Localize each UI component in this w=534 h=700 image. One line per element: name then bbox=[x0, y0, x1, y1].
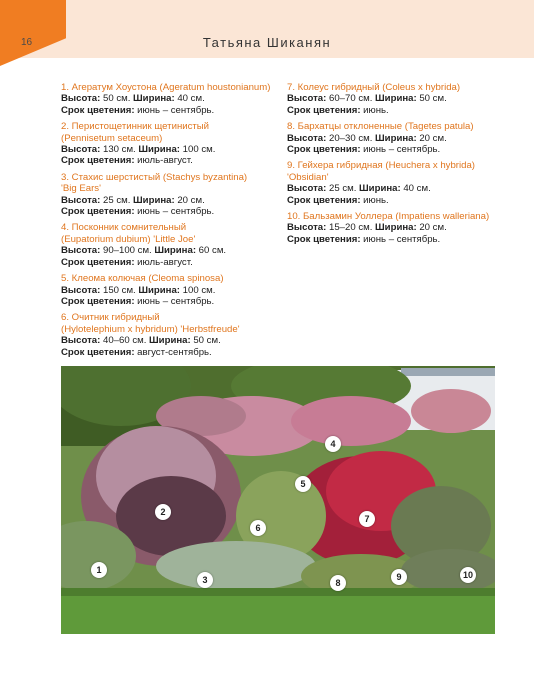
spec-value: 25 см. bbox=[326, 183, 360, 195]
spec-value: 20 см. bbox=[416, 222, 447, 234]
plant-spec-line bbox=[287, 195, 509, 206]
spec-value: июнь – сентябрь. bbox=[360, 233, 441, 245]
plant-title: 8. Бархатцы отклоненные (Tagetes patula) bbox=[287, 121, 474, 133]
spec-value: 100 см. bbox=[180, 284, 216, 296]
spec-label: Срок цветения: bbox=[61, 206, 135, 218]
spec-value: 40–60 см. bbox=[100, 335, 150, 347]
spec-label: Ширина: bbox=[375, 93, 417, 105]
plant-spec-line bbox=[61, 285, 283, 296]
plant-title: 6. Очитник гибридный (Hylotelephium x hybridum) 'Herbstfreude' bbox=[61, 312, 240, 335]
plant-entry bbox=[287, 211, 509, 245]
author-name: Татьяна Шиканян bbox=[202, 35, 332, 50]
spec-label: Срок цветения: bbox=[61, 256, 135, 268]
photo-marker-3: 3 bbox=[197, 572, 213, 588]
plant-entry bbox=[61, 82, 283, 116]
plant-spec-line bbox=[61, 347, 283, 358]
plant-title: 3. Стахис шерстистый (Stachys byzantina) 'Big Ears' bbox=[61, 171, 248, 195]
spec-label: Ширина: bbox=[133, 194, 175, 206]
spec-value: 90–100 см. bbox=[100, 245, 155, 257]
photo-marker-4: 4 bbox=[325, 436, 341, 452]
spec-label: Срок цветения: bbox=[61, 295, 135, 307]
spec-label: Срок цветения: bbox=[61, 104, 135, 116]
plant-entry bbox=[287, 160, 509, 206]
spec-label: Ширина: bbox=[138, 144, 180, 156]
spec-value: 50 см. bbox=[416, 93, 447, 105]
spec-value: июнь. bbox=[360, 104, 389, 116]
spec-value: 60–70 см. bbox=[326, 93, 376, 105]
plant-spec-line bbox=[61, 93, 283, 104]
page-number: 16 bbox=[21, 37, 33, 48]
plant-spec-line bbox=[287, 133, 509, 144]
plant-spec-line bbox=[61, 296, 283, 307]
photo-marker-2: 2 bbox=[155, 504, 171, 520]
photo-marker-1: 1 bbox=[91, 562, 107, 578]
spec-label: Ширина: bbox=[138, 284, 180, 296]
spec-value: 20 см. bbox=[174, 194, 205, 206]
plant-spec-line bbox=[287, 222, 509, 233]
photo-marker-7: 7 bbox=[359, 511, 375, 527]
plant-spec-line bbox=[61, 206, 283, 217]
spec-label: Срок цветения: bbox=[61, 155, 135, 167]
spec-label: Высота: bbox=[61, 144, 101, 156]
spec-label: Ширина: bbox=[375, 222, 417, 234]
plant-spec-line bbox=[287, 144, 509, 155]
spec-value: июнь – сентябрь. bbox=[134, 295, 215, 307]
spec-label: Ширина: bbox=[154, 245, 197, 257]
spec-value: 50 см. bbox=[100, 93, 134, 105]
spec-label: Ширина: bbox=[149, 335, 191, 347]
spec-label: Высота: bbox=[287, 132, 327, 144]
photo-marker-8: 8 bbox=[330, 575, 346, 591]
spec-label: Высота: bbox=[287, 183, 327, 195]
spec-label: Ширина: bbox=[359, 183, 401, 195]
plant-entry bbox=[61, 172, 283, 218]
plant-entry bbox=[61, 121, 283, 167]
spec-value: 40 см. bbox=[400, 183, 431, 195]
plant-spec-line bbox=[287, 105, 509, 116]
spec-value: 20 см. bbox=[416, 132, 447, 144]
garden-illustration bbox=[61, 366, 495, 634]
spec-value: июль-август. bbox=[134, 256, 193, 268]
spec-label: Высота: bbox=[61, 93, 101, 105]
plant-title: 4. Посконник сомнительный (Eupatorium dubium) 'Little Joe' bbox=[61, 222, 196, 245]
spec-label: Высота: bbox=[61, 194, 101, 206]
plant-spec-line bbox=[287, 183, 509, 194]
plant-title: 1. Агератум Хоустона (Ageratum houstonianum) bbox=[61, 82, 271, 93]
plant-title: 5. Клеома колючая (Cleoma spinosa) bbox=[61, 273, 224, 285]
spec-label: Ширина: bbox=[133, 93, 175, 105]
plant-spec-line bbox=[287, 93, 509, 104]
plant-spec-line bbox=[61, 245, 283, 256]
spec-value: июнь. bbox=[360, 194, 389, 206]
spec-value: 40 см. bbox=[174, 93, 205, 105]
plant-spec-line bbox=[61, 257, 283, 268]
spec-value: июнь – сентябрь. bbox=[134, 206, 215, 218]
plant-spec-line bbox=[61, 155, 283, 166]
photo-marker-10: 10 bbox=[460, 567, 476, 583]
spec-label: Высота: bbox=[61, 284, 101, 296]
plant-title: 10. Бальзамин Уоллера (Impatiens walleriana) bbox=[287, 211, 490, 223]
spec-label: Срок цветения: bbox=[287, 144, 361, 156]
spec-value: август-сентябрь. bbox=[134, 346, 212, 358]
plant-title: 7. Колеус гибридный (Coleus x hybrida) bbox=[287, 82, 461, 93]
spec-value: 60 см. bbox=[196, 245, 227, 257]
plant-title: 9. Гейхера гибридная (Heuchera x hybrida) 'Obsidian' bbox=[287, 160, 475, 183]
spec-label: Срок цветения: bbox=[61, 346, 135, 358]
spec-value: июнь – сентябрь. bbox=[134, 104, 215, 116]
plant-title: 2. Перистощетинник щетинистый (Pennisetum setaceum) bbox=[61, 121, 210, 144]
plant-spec-line bbox=[287, 234, 509, 245]
plant-entry bbox=[61, 273, 283, 307]
spec-label: Срок цветения: bbox=[287, 104, 361, 116]
spec-value: 20–30 см. bbox=[326, 132, 376, 144]
spec-value: 100 см. bbox=[180, 144, 216, 156]
spec-value: 130 см. bbox=[100, 144, 139, 156]
plant-spec-line bbox=[61, 144, 283, 155]
plant-entry bbox=[287, 82, 509, 116]
plant-entry bbox=[61, 312, 283, 358]
photo-marker-5: 5 bbox=[295, 476, 311, 492]
photo-marker-9: 9 bbox=[391, 569, 407, 585]
spec-value: 25 см. bbox=[100, 194, 134, 206]
spec-value: 50 см. bbox=[190, 335, 221, 347]
plant-list-left bbox=[61, 82, 283, 363]
photo-marker-6: 6 bbox=[250, 520, 266, 536]
plant-spec-line bbox=[61, 105, 283, 116]
spec-label: Высота: bbox=[61, 245, 101, 257]
plant-spec-line bbox=[61, 195, 283, 206]
plant-list-right bbox=[287, 82, 509, 250]
spec-value: июль-август. bbox=[134, 155, 193, 167]
spec-label: Срок цветения: bbox=[287, 233, 361, 245]
spec-value: 150 см. bbox=[100, 284, 139, 296]
plant-entry bbox=[287, 121, 509, 155]
plant-entry bbox=[61, 222, 283, 268]
garden-photo bbox=[61, 366, 495, 634]
spec-label: Высота: bbox=[287, 93, 327, 105]
spec-label: Высота: bbox=[287, 222, 327, 234]
spec-value: 15–20 см. bbox=[326, 222, 376, 234]
spec-value: июнь – сентябрь. bbox=[360, 144, 441, 156]
spec-label: Высота: bbox=[61, 335, 101, 347]
spec-label: Ширина: bbox=[375, 132, 417, 144]
spec-label: Срок цветения: bbox=[287, 194, 361, 206]
plant-spec-line bbox=[61, 335, 283, 346]
